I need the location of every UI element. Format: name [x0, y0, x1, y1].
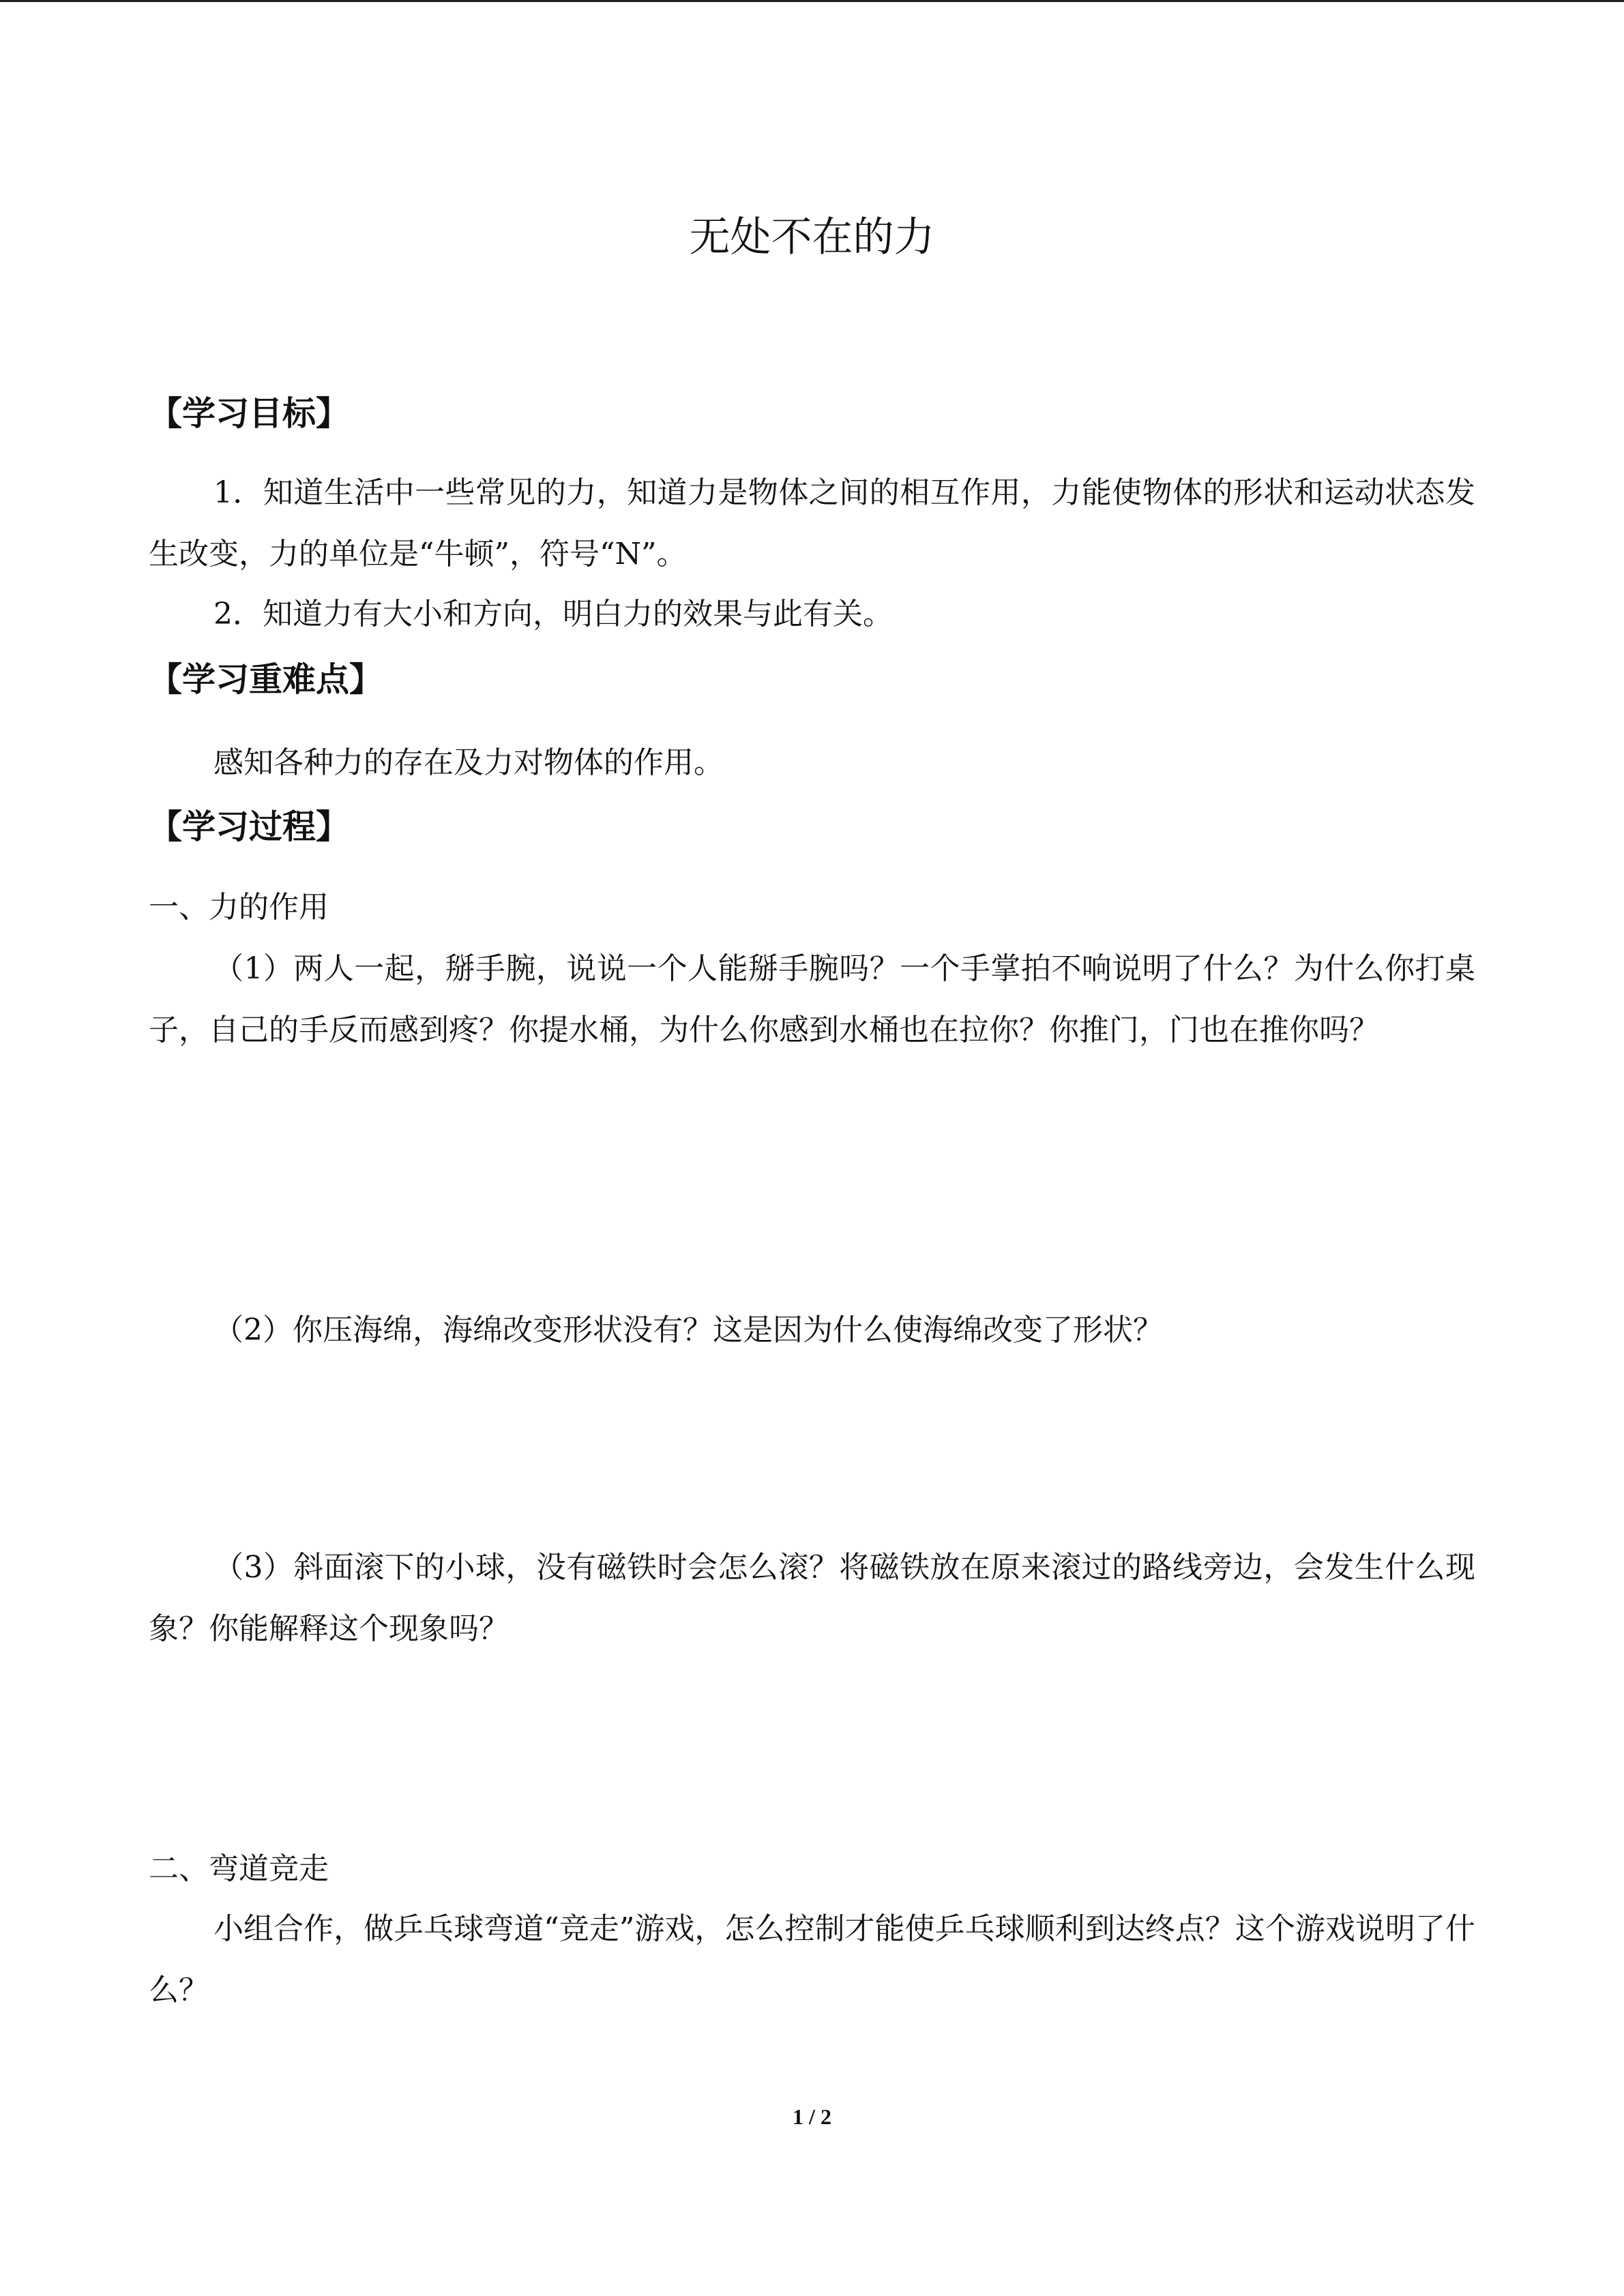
page-title: 无处不在的力 [689, 213, 935, 261]
objectives-heading: 【学习目标】 [149, 394, 350, 433]
objective-item-1: 1．知道生活中一些常见的力，知道力是物体之间的相互作用，力能使物体的形状和运动状态发生改变，力的单位是“牛顿”，符号“N”。 [149, 475, 1475, 571]
key-points-text: 感知各种力的存在及力对物体的作用。 [213, 745, 724, 780]
question-3: （3）斜面滚下的小球，没有磁铁时会怎么滚？将磁铁放在原来滚过的路线旁边，会发生什么现象？你能解释这个现象吗？ [149, 1550, 1475, 1646]
part1-heading: 一、力的作用 [149, 890, 329, 925]
page-number: 1 / 2 [793, 2104, 831, 2129]
part2-heading: 二、弯道竞走 [149, 1851, 329, 1886]
question-2: （2）你压海绵，海绵改变形状没有？这是因为什么使海绵改变了形状？ [213, 1313, 1163, 1347]
objective-item-2: 2．知道力有大小和方向，明白力的效果与此有关。 [213, 597, 893, 631]
process-heading: 【学习过程】 [149, 807, 350, 846]
document-page [149, 0, 1475, 2296]
question-1: （1）两人一起，掰手腕，说说一个人能掰手腕吗？一个手掌拍不响说明了什么？为什么你打桌子，自己的手反而感到疼？你提水桶，为什么你感到水桶也在拉你？你推门，门也在推你吗？ [149, 951, 1475, 1047]
part2-text: 小组合作，做乒乓球弯道“竞走”游戏，怎么控制才能使乒乓球顺利到达终点？这个游戏说明了什么？ [149, 1911, 1475, 2008]
key-points-heading: 【学习重难点】 [149, 660, 383, 699]
